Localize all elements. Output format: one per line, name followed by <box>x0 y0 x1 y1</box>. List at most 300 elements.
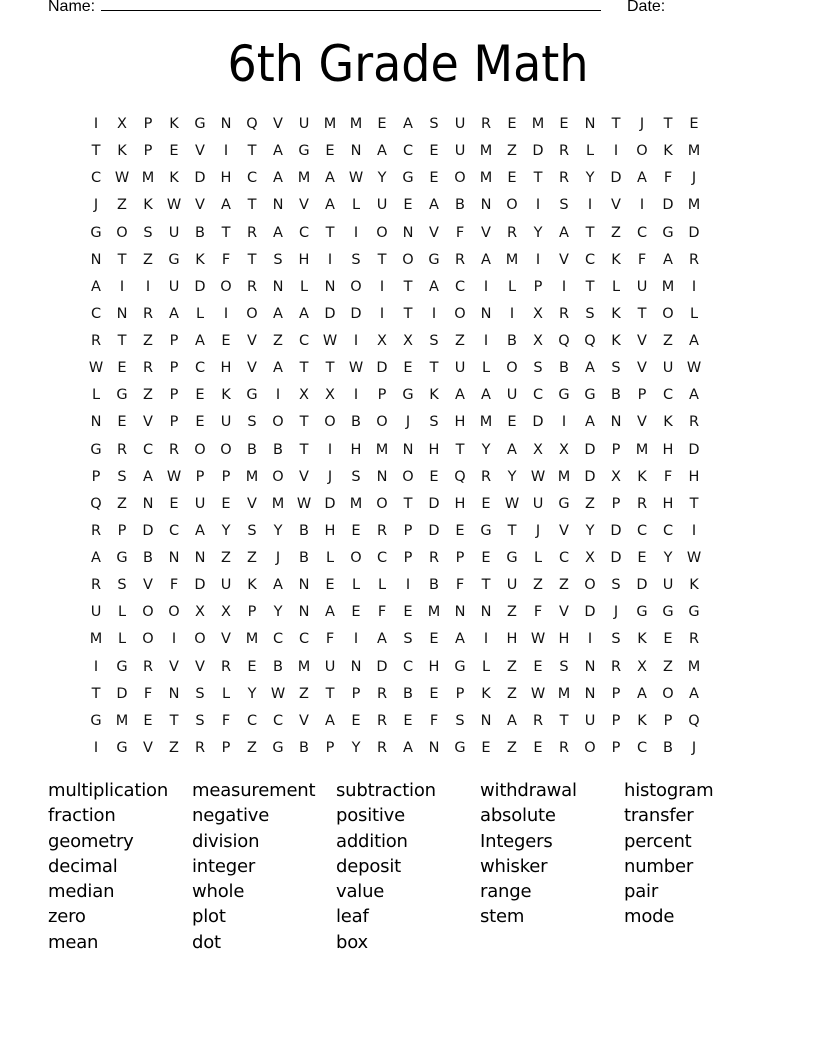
grid-letter[interactable]: G <box>116 387 128 404</box>
grid-letter[interactable]: S <box>195 685 205 702</box>
grid-letter[interactable]: L <box>611 278 621 295</box>
grid-letter[interactable]: G <box>558 387 570 404</box>
grid-letter[interactable]: R <box>532 712 544 729</box>
grid-letter[interactable]: O <box>272 414 284 431</box>
grid-letter[interactable]: F <box>377 604 387 621</box>
grid-letter[interactable]: G <box>298 143 310 160</box>
grid-letter[interactable]: T <box>689 495 699 512</box>
grid-letter[interactable]: R <box>428 550 440 566</box>
grid-letter[interactable]: P <box>403 522 413 539</box>
grid-letter[interactable]: S <box>533 360 543 377</box>
grid-letter[interactable]: A <box>403 739 413 756</box>
grid-letter[interactable]: O <box>272 468 284 485</box>
grid-letter[interactable]: E <box>507 414 517 431</box>
grid-letter[interactable]: V <box>611 197 621 214</box>
grid-letter[interactable]: Q <box>558 333 570 349</box>
grid-letter[interactable]: R <box>376 522 388 539</box>
grid-letter[interactable]: M <box>479 170 493 187</box>
grid-letter[interactable]: V <box>559 251 569 268</box>
grid-letter[interactable]: L <box>481 360 491 377</box>
grid-letter[interactable]: G <box>454 739 466 756</box>
grid-letter[interactable]: Z <box>559 577 569 594</box>
grid-letter[interactable]: N <box>350 143 362 160</box>
grid-letter[interactable]: X <box>533 333 543 349</box>
grid-letter[interactable]: S <box>559 197 569 214</box>
grid-letter[interactable]: G <box>90 441 102 458</box>
grid-letter[interactable]: Y <box>273 522 283 539</box>
grid-letter[interactable]: S <box>611 360 621 377</box>
grid-letter[interactable]: O <box>324 414 336 431</box>
grid-letter[interactable]: Z <box>273 333 283 349</box>
grid-letter[interactable]: O <box>376 414 388 431</box>
grid-letter[interactable]: O <box>506 197 518 214</box>
grid-letter[interactable]: G <box>402 170 414 187</box>
grid-letter[interactable]: D <box>428 522 440 539</box>
grid-letter[interactable]: M <box>479 143 493 160</box>
grid-letter[interactable]: Y <box>481 441 491 458</box>
grid-letter[interactable]: U <box>454 143 466 160</box>
grid-letter[interactable]: R <box>168 441 180 458</box>
grid-letter[interactable]: V <box>195 658 205 675</box>
grid-letter[interactable]: N <box>428 739 440 756</box>
grid-letter[interactable]: B <box>429 577 439 594</box>
grid-letter[interactable]: F <box>143 685 153 702</box>
grid-letter[interactable]: X <box>117 116 127 132</box>
grid-letter[interactable]: N <box>402 224 414 241</box>
grid-letter[interactable]: Y <box>533 224 543 241</box>
grid-letter[interactable]: I <box>93 658 99 675</box>
grid-letter[interactable]: P <box>143 116 153 132</box>
grid-letter[interactable]: T <box>585 224 595 241</box>
grid-letter[interactable]: I <box>353 387 359 404</box>
grid-letter[interactable]: N <box>454 604 466 621</box>
grid-letter[interactable]: K <box>429 387 439 404</box>
grid-letter[interactable]: O <box>194 631 206 648</box>
grid-letter[interactable]: H <box>220 360 232 377</box>
grid-letter[interactable]: D <box>194 170 206 187</box>
grid-letter[interactable]: W <box>322 333 338 349</box>
grid-letter[interactable]: O <box>376 224 388 241</box>
grid-letter[interactable]: S <box>429 116 439 132</box>
grid-letter[interactable]: Z <box>247 739 257 756</box>
grid-letter[interactable]: W <box>530 468 546 485</box>
grid-letter[interactable]: K <box>143 197 153 214</box>
grid-letter[interactable]: M <box>687 658 701 675</box>
grid-letter[interactable]: A <box>221 197 231 214</box>
grid-letter[interactable]: D <box>610 522 622 539</box>
grid-letter[interactable]: R <box>688 251 700 268</box>
grid-letter[interactable]: M <box>427 604 441 621</box>
grid-letter[interactable]: K <box>663 143 673 160</box>
grid-letter[interactable]: A <box>195 522 205 539</box>
grid-letter[interactable]: T <box>169 712 179 729</box>
grid-letter[interactable]: B <box>143 550 153 566</box>
grid-letter[interactable]: A <box>507 441 517 458</box>
grid-letter[interactable]: H <box>688 468 700 485</box>
grid-letter[interactable]: U <box>662 577 674 594</box>
grid-letter[interactable]: E <box>169 143 179 160</box>
grid-letter[interactable]: P <box>533 278 543 295</box>
grid-letter[interactable]: U <box>90 604 102 621</box>
grid-letter[interactable]: P <box>455 550 465 566</box>
grid-letter[interactable]: I <box>509 305 515 322</box>
grid-letter[interactable]: J <box>613 604 619 621</box>
grid-letter[interactable]: F <box>429 712 439 729</box>
name-blank-line[interactable] <box>101 0 601 11</box>
grid-letter[interactable]: V <box>559 604 569 621</box>
grid-letter[interactable]: A <box>195 333 205 349</box>
grid-letter[interactable]: I <box>379 305 385 322</box>
grid-letter[interactable]: U <box>376 197 388 214</box>
date-field[interactable] <box>627 0 665 18</box>
grid-letter[interactable]: T <box>455 441 465 458</box>
grid-letter[interactable]: T <box>429 360 439 377</box>
grid-letter[interactable]: I <box>405 577 411 594</box>
grid-letter[interactable]: P <box>403 550 413 566</box>
grid-letter[interactable]: I <box>171 631 177 648</box>
grid-letter[interactable]: V <box>247 360 257 377</box>
grid-letter[interactable]: G <box>116 658 128 675</box>
grid-letter[interactable]: I <box>613 143 619 160</box>
grid-letter[interactable]: T <box>247 143 257 160</box>
grid-letter[interactable]: M <box>687 143 701 160</box>
grid-letter[interactable]: I <box>379 278 385 295</box>
grid-letter[interactable]: N <box>168 550 180 566</box>
grid-letter[interactable]: E <box>143 712 153 729</box>
grid-letter[interactable]: S <box>117 468 127 485</box>
grid-letter[interactable]: V <box>481 224 491 241</box>
grid-letter[interactable]: I <box>535 251 541 268</box>
grid-letter[interactable]: Z <box>533 577 543 594</box>
grid-letter[interactable]: P <box>351 685 361 702</box>
grid-letter[interactable]: C <box>90 170 102 187</box>
grid-letter[interactable]: V <box>429 224 439 241</box>
grid-letter[interactable]: N <box>480 712 492 729</box>
grid-letter[interactable]: S <box>351 251 361 268</box>
grid-letter[interactable]: M <box>635 441 649 458</box>
grid-letter[interactable]: A <box>689 333 699 349</box>
grid-letter[interactable]: S <box>247 522 257 539</box>
grid-letter[interactable]: N <box>480 305 492 322</box>
grid-letter[interactable]: A <box>169 305 179 322</box>
grid-letter[interactable]: S <box>611 631 621 648</box>
grid-letter[interactable]: E <box>507 116 517 132</box>
grid-letter[interactable]: P <box>169 414 179 431</box>
grid-letter[interactable]: R <box>558 739 570 756</box>
grid-letter[interactable]: O <box>142 604 154 621</box>
grid-letter[interactable]: F <box>455 224 465 241</box>
grid-letter[interactable]: N <box>142 495 154 512</box>
grid-letter[interactable]: D <box>350 305 362 322</box>
grid-letter[interactable]: O <box>662 305 674 322</box>
grid-letter[interactable]: O <box>220 441 232 458</box>
grid-letter[interactable]: S <box>559 658 569 675</box>
grid-letter[interactable]: A <box>429 278 439 295</box>
grid-letter[interactable]: F <box>455 577 465 594</box>
grid-letter[interactable]: I <box>275 387 281 404</box>
grid-letter[interactable]: A <box>377 631 387 648</box>
grid-letter[interactable]: N <box>298 577 310 594</box>
grid-letter[interactable]: L <box>299 278 309 295</box>
grid-letter[interactable]: Y <box>507 468 517 485</box>
grid-letter[interactable]: C <box>636 224 648 241</box>
grid-letter[interactable]: C <box>402 658 414 675</box>
grid-letter[interactable]: M <box>687 197 701 214</box>
grid-letter[interactable]: B <box>455 197 465 214</box>
grid-letter[interactable]: Y <box>377 170 387 187</box>
grid-letter[interactable]: H <box>428 441 440 458</box>
grid-letter[interactable]: A <box>585 360 595 377</box>
grid-letter[interactable]: B <box>403 685 413 702</box>
grid-letter[interactable]: G <box>558 495 570 512</box>
grid-letter[interactable]: C <box>142 441 154 458</box>
grid-letter[interactable]: W <box>686 550 702 566</box>
grid-letter[interactable]: C <box>272 631 284 648</box>
grid-letter[interactable]: V <box>143 739 153 756</box>
grid-letter[interactable]: P <box>611 739 621 756</box>
grid-letter[interactable]: T <box>299 414 309 431</box>
grid-letter[interactable]: W <box>686 360 702 377</box>
grid-letter[interactable]: Q <box>688 712 700 729</box>
grid-letter[interactable]: B <box>247 441 257 458</box>
grid-letter[interactable]: H <box>428 658 440 675</box>
grid-letter[interactable]: L <box>325 550 335 566</box>
grid-letter[interactable]: T <box>611 116 621 132</box>
grid-letter[interactable]: U <box>454 116 466 132</box>
grid-letter[interactable]: E <box>325 143 335 160</box>
grid-letter[interactable]: A <box>559 224 569 241</box>
grid-letter[interactable]: R <box>558 143 570 160</box>
grid-letter[interactable]: J <box>275 550 281 566</box>
grid-letter[interactable]: T <box>533 170 543 187</box>
grid-letter[interactable]: Q <box>454 468 466 485</box>
grid-letter[interactable]: K <box>195 251 205 268</box>
grid-letter[interactable]: U <box>636 278 648 295</box>
grid-letter[interactable]: S <box>247 414 257 431</box>
grid-letter[interactable]: A <box>273 305 283 322</box>
grid-letter[interactable]: I <box>93 116 99 132</box>
grid-letter[interactable]: O <box>350 550 362 566</box>
grid-letter[interactable]: I <box>353 224 359 241</box>
grid-letter[interactable]: U <box>454 360 466 377</box>
grid-letter[interactable]: S <box>143 224 153 241</box>
grid-letter[interactable]: M <box>141 170 155 187</box>
grid-letter[interactable]: G <box>194 116 206 132</box>
grid-letter[interactable]: U <box>662 360 674 377</box>
grid-letter[interactable]: D <box>688 224 700 241</box>
grid-letter[interactable]: L <box>507 278 517 295</box>
grid-letter[interactable]: R <box>558 170 570 187</box>
grid-letter[interactable]: Z <box>611 224 621 241</box>
grid-letter[interactable]: M <box>557 685 571 702</box>
grid-letter[interactable]: U <box>506 577 518 594</box>
grid-letter[interactable]: E <box>637 550 647 566</box>
grid-letter[interactable]: K <box>689 577 699 594</box>
grid-letter[interactable]: G <box>636 604 648 621</box>
grid-letter[interactable]: X <box>559 441 569 458</box>
grid-letter[interactable]: O <box>454 170 466 187</box>
grid-letter[interactable]: D <box>584 468 596 485</box>
grid-letter[interactable]: N <box>480 604 492 621</box>
grid-letter[interactable]: D <box>376 658 388 675</box>
grid-letter[interactable]: G <box>584 387 596 404</box>
grid-letter[interactable]: V <box>143 414 153 431</box>
grid-letter[interactable]: M <box>557 468 571 485</box>
grid-letter[interactable]: E <box>169 495 179 512</box>
grid-letter[interactable]: Q <box>246 116 258 132</box>
grid-letter[interactable]: V <box>637 360 647 377</box>
grid-letter[interactable]: A <box>585 414 595 431</box>
grid-letter[interactable]: X <box>403 333 413 349</box>
grid-letter[interactable]: T <box>91 143 101 160</box>
grid-letter[interactable]: Y <box>247 685 257 702</box>
grid-letter[interactable]: T <box>325 685 335 702</box>
grid-letter[interactable]: U <box>168 278 180 295</box>
grid-letter[interactable]: F <box>663 170 673 187</box>
grid-letter[interactable]: X <box>637 658 647 675</box>
grid-letter[interactable]: C <box>532 387 544 404</box>
grid-letter[interactable]: Z <box>117 495 127 512</box>
grid-letter[interactable]: H <box>662 441 674 458</box>
grid-letter[interactable]: A <box>91 550 101 566</box>
grid-letter[interactable]: E <box>221 495 231 512</box>
grid-letter[interactable]: M <box>661 278 675 295</box>
grid-letter[interactable]: D <box>584 604 596 621</box>
grid-letter[interactable]: R <box>610 658 622 675</box>
grid-letter[interactable]: V <box>195 197 205 214</box>
grid-letter[interactable]: A <box>273 224 283 241</box>
grid-letter[interactable]: D <box>194 577 206 594</box>
grid-letter[interactable]: I <box>145 278 151 295</box>
grid-letter[interactable]: A <box>455 631 465 648</box>
grid-letter[interactable]: C <box>194 360 206 377</box>
grid-letter[interactable]: E <box>429 685 439 702</box>
grid-letter[interactable]: M <box>505 251 519 268</box>
grid-letter[interactable]: Y <box>273 604 283 621</box>
grid-letter[interactable]: S <box>455 712 465 729</box>
grid-letter[interactable]: K <box>611 251 621 268</box>
grid-letter[interactable]: E <box>663 631 673 648</box>
grid-letter[interactable]: X <box>377 333 387 349</box>
grid-letter[interactable]: K <box>611 333 621 349</box>
grid-letter[interactable]: E <box>429 468 439 485</box>
grid-letter[interactable]: M <box>297 658 311 675</box>
grid-letter[interactable]: R <box>220 658 232 675</box>
grid-letter[interactable]: N <box>584 685 596 702</box>
grid-letter[interactable]: F <box>221 712 231 729</box>
grid-letter[interactable]: O <box>506 360 518 377</box>
grid-letter[interactable]: E <box>351 604 361 621</box>
grid-letter[interactable]: A <box>273 143 283 160</box>
grid-letter[interactable]: O <box>220 278 232 295</box>
grid-letter[interactable]: E <box>351 522 361 539</box>
grid-letter[interactable]: R <box>506 224 518 241</box>
grid-letter[interactable]: K <box>117 143 127 160</box>
grid-letter[interactable]: E <box>559 116 569 132</box>
grid-letter[interactable]: Y <box>221 522 231 539</box>
grid-letter[interactable]: E <box>429 170 439 187</box>
grid-letter[interactable]: I <box>223 143 229 160</box>
grid-letter[interactable]: A <box>325 170 335 187</box>
grid-letter[interactable]: D <box>688 441 700 458</box>
grid-letter[interactable]: N <box>402 441 414 458</box>
grid-letter[interactable]: T <box>377 251 387 268</box>
grid-letter[interactable]: B <box>273 658 283 675</box>
grid-letter[interactable]: D <box>610 550 622 566</box>
grid-letter[interactable]: G <box>506 550 518 566</box>
grid-letter[interactable]: E <box>117 414 127 431</box>
grid-letter[interactable]: A <box>91 278 101 295</box>
grid-letter[interactable]: E <box>481 739 491 756</box>
grid-letter[interactable]: R <box>142 360 154 377</box>
grid-letter[interactable]: R <box>116 441 128 458</box>
grid-letter[interactable]: C <box>662 387 674 404</box>
grid-letter[interactable]: C <box>298 333 310 349</box>
grid-letter[interactable]: R <box>142 658 154 675</box>
grid-letter[interactable]: R <box>480 468 492 485</box>
grid-letter[interactable]: U <box>220 577 232 594</box>
grid-letter[interactable]: P <box>247 604 257 621</box>
grid-letter[interactable]: R <box>142 305 154 322</box>
grid-letter[interactable]: H <box>558 631 570 648</box>
grid-letter[interactable]: T <box>559 712 569 729</box>
grid-letter[interactable]: N <box>584 116 596 132</box>
grid-letter[interactable]: G <box>116 739 128 756</box>
grid-letter[interactable]: W <box>114 170 130 187</box>
grid-letter[interactable]: O <box>402 468 414 485</box>
grid-letter[interactable]: E <box>195 414 205 431</box>
grid-letter[interactable]: A <box>507 712 517 729</box>
grid-letter[interactable]: N <box>610 414 622 431</box>
grid-letter[interactable]: V <box>221 631 231 648</box>
grid-letter[interactable]: C <box>272 712 284 729</box>
grid-letter[interactable]: X <box>585 550 595 566</box>
grid-letter[interactable]: E <box>533 739 543 756</box>
grid-letter[interactable]: O <box>194 441 206 458</box>
grid-letter[interactable]: R <box>376 739 388 756</box>
grid-letter[interactable]: Z <box>455 333 465 349</box>
grid-letter[interactable]: V <box>299 197 309 214</box>
grid-letter[interactable]: T <box>299 360 309 377</box>
grid-letter[interactable]: W <box>166 197 182 214</box>
grid-letter[interactable]: T <box>91 685 101 702</box>
grid-letter[interactable]: O <box>454 305 466 322</box>
grid-letter[interactable]: I <box>483 333 489 349</box>
grid-letter[interactable]: Z <box>117 197 127 214</box>
grid-letter[interactable]: E <box>533 658 543 675</box>
grid-letter[interactable]: A <box>481 387 491 404</box>
grid-letter[interactable]: L <box>585 143 595 160</box>
grid-letter[interactable]: P <box>325 739 335 756</box>
grid-letter[interactable]: G <box>428 251 440 268</box>
grid-letter[interactable]: Z <box>507 604 517 621</box>
grid-letter[interactable]: G <box>662 224 674 241</box>
grid-letter[interactable]: J <box>93 197 99 214</box>
grid-letter[interactable]: L <box>91 387 101 404</box>
grid-letter[interactable]: P <box>611 712 621 729</box>
grid-letter[interactable]: R <box>90 522 102 539</box>
grid-letter[interactable]: H <box>324 522 336 539</box>
grid-letter[interactable]: T <box>325 224 335 241</box>
grid-letter[interactable]: O <box>246 305 258 322</box>
grid-letter[interactable]: V <box>637 414 647 431</box>
grid-letter[interactable]: O <box>636 143 648 160</box>
grid-letter[interactable]: G <box>90 712 102 729</box>
grid-letter[interactable]: Z <box>143 387 153 404</box>
grid-letter[interactable]: P <box>611 685 621 702</box>
grid-letter[interactable]: I <box>561 278 567 295</box>
grid-letter[interactable]: V <box>299 712 309 729</box>
